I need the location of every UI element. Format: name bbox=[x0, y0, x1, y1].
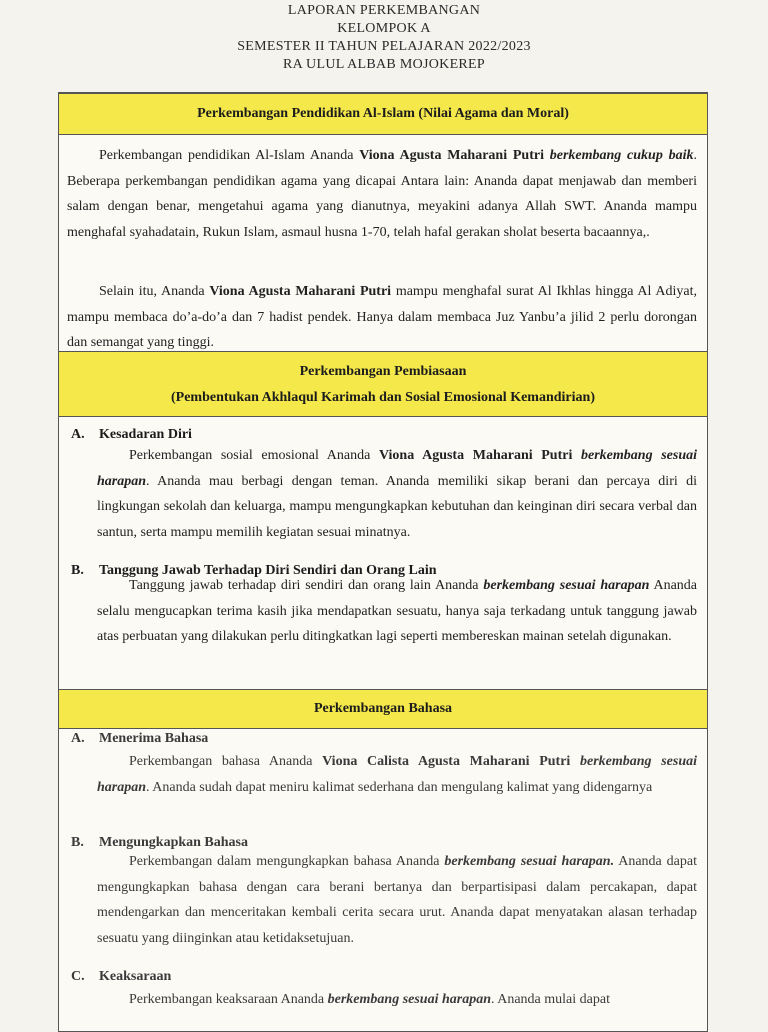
subsection-title: Mengungkapkan Bahasa bbox=[99, 835, 249, 850]
header-school: RA ULUL ALBAB MOJOKEREP bbox=[282, 57, 485, 72]
text: Ananda dapat mengungkapkan bahasa dengan cara berani bertanya dan berpartisipasi dalam percakapan, dapat mendengarkan dan menceritakan kembali cerita secara urut. Ananda dapat menyatakan alasan terhadap sesuatu yang diinginkan atau ketidaksetujuan. bbox=[97, 854, 697, 946]
student-name: Viona Agusta Maharani Putri bbox=[378, 448, 573, 463]
subsection-title: Kesadaran Diri bbox=[99, 427, 192, 442]
section-habits-title: Perkembangan Pembiasaan bbox=[299, 364, 467, 379]
subsection-key: B. bbox=[71, 835, 84, 850]
subsection-key: B. bbox=[71, 563, 84, 578]
student-name: Viona Calista Agusta Maharani Putri bbox=[322, 754, 571, 769]
text: Perkembangan pendidikan Al-Islam Ananda bbox=[99, 148, 360, 163]
section-habits-subtitle: (Pembentukan Akhlaqul Karimah dan Sosial Emosional Kemandirian) bbox=[171, 390, 595, 405]
subsection-key: C. bbox=[71, 969, 85, 984]
section-islam-title: Perkembangan Pendidikan Al-Islam (Nilai Agama dan Moral) bbox=[197, 106, 569, 121]
subsection-receptive-language-paragraph bbox=[97, 749, 697, 800]
header-title: LAPORAN PERKEMBANGAN bbox=[287, 3, 481, 18]
text: . Ananda mulai dapat bbox=[491, 992, 610, 1007]
evaluation: berkembang sesuai harapan bbox=[97, 448, 697, 489]
text: Perkembangan sosial emosional Ananda bbox=[129, 448, 379, 463]
text: . Ananda sudah dapat meniru kalimat sederhana dan mengulang kalimat yang didengarnya bbox=[146, 779, 653, 795]
subsection-expressive-language-paragraph bbox=[97, 849, 697, 951]
section-language-title: Perkembangan Bahasa bbox=[313, 701, 453, 716]
subsection-self-awareness-paragraph bbox=[97, 443, 697, 545]
subsection-key: A. bbox=[71, 731, 85, 746]
section-islam-paragraph-2 bbox=[67, 279, 697, 356]
evaluation: berkembang sesuai harapan. bbox=[444, 854, 615, 869]
evaluation: berkembang sesuai harapan bbox=[327, 992, 491, 1007]
text: Perkembangan dalam mengungkapkan bahasa Ananda bbox=[129, 854, 445, 869]
header-semester: SEMESTER II TAHUN PELAJARAN 2022/2023 bbox=[237, 39, 531, 54]
text: Perkembangan bahasa Ananda bbox=[129, 754, 323, 769]
subsection-self-awareness-heading bbox=[71, 427, 192, 443]
subsection-responsibility-paragraph bbox=[97, 573, 697, 650]
text: Selain itu, Ananda bbox=[99, 284, 210, 299]
subsection-receptive-language-heading bbox=[71, 731, 208, 747]
report-frame bbox=[58, 92, 708, 1032]
subsection-key: A. bbox=[71, 427, 85, 442]
evaluation: berkembang sesuai harapan bbox=[97, 754, 697, 795]
text: Perkembangan keaksaraan Ananda bbox=[129, 992, 328, 1007]
text: mampu menghafal surat Al Ikhlas hingga Al Adiyat, mampu membaca do’a-do’a dan 7 hadist pendek. Hanya dalam membaca Juz Yanbu’a jilid 2 perlu dorongan dan semangat yang tinggi. bbox=[67, 284, 697, 350]
student-name: Viona Agusta Maharani Putri bbox=[359, 148, 544, 163]
subsection-title: Menerima Bahasa bbox=[99, 731, 209, 746]
evaluation: berkembang cukup baik bbox=[549, 148, 694, 163]
subsection-literacy-heading bbox=[71, 969, 171, 985]
section-language-title-band bbox=[59, 689, 707, 729]
evaluation: berkembang sesuai harapan bbox=[483, 578, 650, 593]
section-islam-paragraph-1 bbox=[67, 143, 697, 245]
section-islam-title-band bbox=[59, 93, 707, 135]
section-habits-title-band bbox=[59, 351, 707, 417]
header-class: KELOMPOK A bbox=[337, 21, 431, 36]
text: . Beberapa perkembangan pendidikan agama yang dicapai Antara lain: Ananda dapat menjawab dan memberi salam dengan benar, mengetahui agama yang dianutnya, meyakini adanya Allah SWT. Ananda mampu menghafal syahadatain, Rukun Islam, asmaul husna 1-70, telah hafal gerakan sholat beserta bacaannya,. bbox=[67, 148, 697, 240]
text: . Ananda mau berbagi dengan teman. Ananda memiliki sikap berani dan percaya diri di lingkungan sekolah dan keluarga, mampu mengungkapkan kebutuhan dan keinginan diri secara verbal dan santun, serta mampu memilih kegiatan sesuai minatnya. bbox=[97, 473, 697, 540]
text: Ananda selalu mengucapkan terima kasih jika mendapatkan sesuatu, hanya saja terkadang untuk tanggung jawab atas perbuatan yang dilakukan perlu ditingkatkan lagi seperti membereskan mainan setelah digunakan. bbox=[97, 578, 698, 644]
subsection-literacy-paragraph bbox=[97, 987, 697, 1013]
student-name: Viona Agusta Maharani Putri bbox=[209, 284, 392, 299]
text: Tanggung jawab terhadap diri sendiri dan orang lain Ananda bbox=[129, 578, 484, 593]
report-header bbox=[0, 2, 768, 74]
subsection-title: Keaksaraan bbox=[99, 969, 172, 984]
subsection-title: Tanggung Jawab Terhadap Diri Sendiri dan Orang Lain bbox=[99, 563, 437, 578]
